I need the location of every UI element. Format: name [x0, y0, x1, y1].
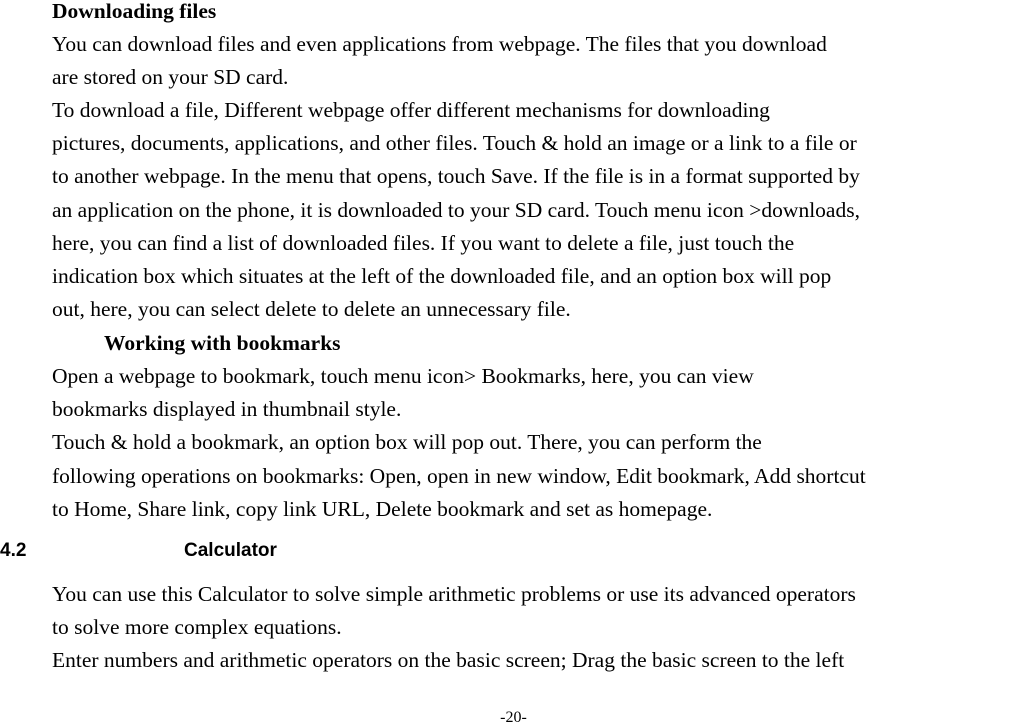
text-line: to another webpage. In the menu that opens, touch Save. If the file is in a format supported by — [52, 164, 860, 188]
text-line: to solve more complex equations. — [52, 615, 342, 639]
text-line: out, here, you can select delete to delete an unnecessary file. — [52, 297, 571, 321]
text-line: pictures, documents, applications, and other files. Touch & hold an image or a link to a file or — [52, 131, 857, 155]
section-heading-calculator: Calculator — [184, 540, 277, 561]
text-line: Enter numbers and arithmetic operators on the basic screen; Drag the basic screen to the left — [52, 648, 845, 672]
text-line: Touch & hold a bookmark, an option box will pop out. There, you can perform the — [52, 430, 762, 454]
text-line: here, you can find a list of downloaded files. If you want to delete a file, just touch the — [52, 231, 795, 255]
text-line: to Home, Share link, copy link URL, Delete bookmark and set as homepage. — [52, 497, 713, 521]
text-line: an application on the phone, it is downloaded to your SD card. Touch menu icon >downloads, — [52, 198, 860, 222]
text-line: are stored on your SD card. — [52, 65, 289, 89]
text-line: indication box which situates at the left of the downloaded file, and an option box will pop — [52, 264, 832, 288]
section-number: 4.2 — [0, 540, 27, 561]
section-heading-downloading: Downloading files — [52, 0, 217, 23]
text-line: Open a webpage to bookmark, touch menu icon> Bookmarks, here, you can view — [52, 364, 754, 388]
text-line: You can download files and even applications from webpage. The files that you download — [52, 32, 827, 56]
text-line: To download a file, Different webpage offer different mechanisms for downloading — [52, 98, 770, 122]
text-line: You can use this Calculator to solve simple arithmetic problems or use its advanced operators — [52, 582, 856, 606]
section-heading-bookmarks: Working with bookmarks — [104, 331, 341, 355]
page-number: -20- — [500, 709, 527, 726]
text-line: bookmarks displayed in thumbnail style. — [52, 397, 402, 421]
text-line: following operations on bookmarks: Open, open in new window, Edit bookmark, Add shortcut — [52, 464, 866, 488]
